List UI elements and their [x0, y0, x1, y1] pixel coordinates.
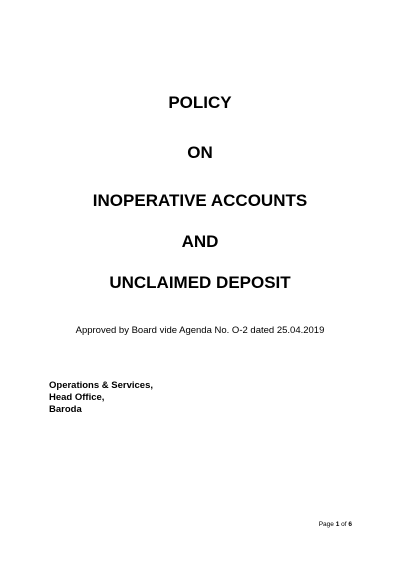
- title-and: AND: [181, 232, 219, 251]
- title-unclaimed-deposit: UNCLAIMED DEPOSIT: [109, 273, 291, 292]
- office-address: [49, 380, 153, 416]
- title-policy: POLICY: [168, 93, 232, 112]
- office-department: Operations & Services,: [49, 380, 154, 391]
- current-page: 1: [335, 521, 340, 528]
- of-word: of: [341, 521, 347, 528]
- page-number: [319, 521, 352, 529]
- office-head-office: Head Office,: [49, 392, 105, 403]
- total-pages: 6: [348, 521, 352, 528]
- office-city: Baroda: [49, 404, 82, 415]
- page-word: Page: [318, 521, 334, 528]
- title-inoperative-accounts: INOPERATIVE ACCOUNTS: [92, 191, 308, 210]
- title-on: ON: [187, 143, 213, 162]
- approval-note: Approved by Board vide Agenda No. O-2 dated 25.04.2019: [75, 325, 325, 336]
